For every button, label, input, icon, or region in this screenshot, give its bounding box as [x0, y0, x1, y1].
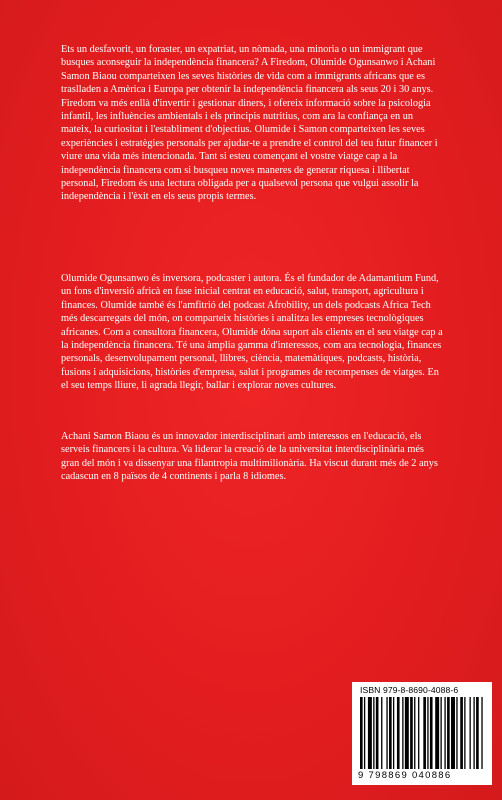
barcode-bar — [373, 697, 374, 769]
barcode-bar — [440, 697, 441, 769]
barcode-bar — [460, 697, 463, 769]
barcode-bar — [364, 697, 365, 769]
barcode-bar — [405, 697, 409, 769]
barcode-bar — [393, 697, 394, 769]
barcode-bar — [469, 697, 470, 769]
barcode-bar — [376, 697, 379, 769]
barcode-bar — [418, 697, 419, 769]
barcode-bar — [368, 697, 372, 769]
barcode-bar — [435, 697, 439, 769]
barcode-bar — [444, 697, 445, 769]
barcode-icon — [360, 697, 484, 769]
barcode-bar — [360, 697, 363, 769]
barcode-bar — [397, 697, 400, 769]
barcode-bar — [473, 697, 474, 769]
barcode-bar — [402, 697, 403, 769]
isbn-label: ISBN 979-8-8690-4088-6 — [360, 685, 459, 695]
barcode-bar — [423, 697, 426, 769]
barcode-bar — [389, 697, 392, 769]
barcode-bar — [430, 697, 433, 769]
barcode-bar — [481, 697, 482, 769]
barcode-bar — [427, 697, 428, 769]
barcode-bar — [381, 697, 382, 769]
barcode-bar — [410, 697, 413, 769]
barcode-bar — [456, 697, 457, 769]
barcode-bar — [386, 697, 387, 769]
isbn-digits: 9 798869 040886 — [358, 770, 452, 781]
barcode-bar — [464, 697, 465, 769]
barcode-bar — [447, 697, 450, 769]
barcode-bar — [414, 697, 415, 769]
isbn-barcode-box — [352, 682, 492, 785]
blurb-paragraph: Ets un desfavorit, un foraster, un expatriat, un nòmada, una minoria o un immigrant que busques aconseguir la independència financera? A Firedom, Olumide Ogunsanwo i Achani Samon Biaou comparteixen les seves històries de vida com a immigrants africans que es traslladen a Amèrica i Europa per obtenir la independència financera als seus 20 i 30 anys. Firedom va més enllà d'invertir i gestionar diners, i ofereix informació sobre la psicologia infantil, les influències ambientals i els principis nutritius, com ara la confiança en un mateix, la curiositat i l'establiment d'objectius. Olumide i Samon comparteixen les seves experiències i estratègies personals per ajudar-te a prendre el control del teu futur financer i viure una vida més intencionada. Tant si esteu començant el vostre viatge cap a la independència financera com si busqueu noves maneres de generar riquesa i llibertat personal, Firedom és una lectura obligada per a qualsevol persona que vulgui assolir la independència i l'èxit en els seus propis termes. — [61, 44, 438, 203]
author-bio-samon: Achani Samon Biaou és un innovador interdisciplinari amb interessos en l'educació, els serveis financers i la cultura. Va liderar la creació de la universitat interdisciplinària més gran del món i va dissenyar una filantropia multimilionària. Ha viscut durant més de 2 anys cadascun en 8 països de 4 continents i parla 8 idiomes. — [61, 431, 438, 483]
author-bio-olumide: Olumide Ogunsanwo és inversora, podcaster i autora. És el fundador de Adamantium Fund, un fons d'inversió africà en fase inicial centrat en educació, salut, transport, agricultura i finances. Olumide també és l'amfitrió del podcast Afrobility, un dels podcasts Africa Tech més descarregats del món, on comparteix històries i analitza les empreses tecnològiques africanes. Com a consultora financera, Olumide dóna suport als clients en el seu viatge cap a la independència financera. Té una àmplia gamma d'interessos, com ara tecnologia, finances personals, desenvolupament personal, llibres, ciència, matemàtiques, podcasts, història, fusions i adquisicions, històries d'empresa, salut i programes de recompenses de viatges. En el seu temps lliure, li agrada llegir, ballar i explorar noves cultures. — [61, 273, 443, 392]
barcode-bar — [451, 697, 455, 769]
barcode-bar — [476, 697, 479, 769]
